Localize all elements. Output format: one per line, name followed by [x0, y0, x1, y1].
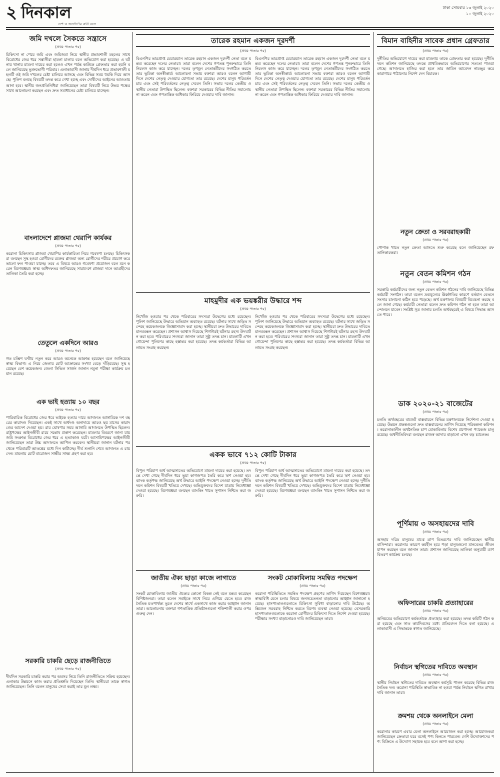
byline: (প্রথম পাতার পর) [422, 280, 449, 284]
article-body: নিখোঁজ হওয়ার পর থেকে পরিবারের সদস্যরা উদ্বেগের মধ্যে রয়েছেন। পুলিশ জানিয়েছে উদ্ধারে অভিযান অব্যাহত রয়েছে। ঘটনার সাথে জড়িত সন্দেহে কয়েকজনকে জিজ্ঞাসাবাদ করা হচ্ছে। স্থানীয়রা দ্রুত উদ্ধারের দাবিতে মানববন্ধন করেছেন। প্রশাসন আশ্বাস দিয়েছে শিগগিরই ঘটনার রহস্য উদঘাটন করা হবে। পরিবারের সদস্যরা জানান তারা সুষ্ঠু তদন্ত চান। মামলাটি এখন গোয়েন্দা পুলিশের কাছে হস্তান্তর করা হয়েছে। তদন্ত কর্মকর্তারা বিভিন্ন আলামত সংগ্রহ করছেন। [136, 314, 251, 350]
headline: নতুন বেতন কমিশন গঠন [400, 269, 471, 278]
article-body-continued: নিখোঁজ হওয়ার পর থেকে পরিবারের সদস্যরা উদ্বেগের মধ্যে রয়েছেন। পুলিশ জানিয়েছে উদ্ধারে অভিযান অব্যাহত রয়েছে। ঘটনার সাথে জড়িত সন্দেহে কয়েকজনকে জিজ্ঞাসাবাদ করা হচ্ছে। স্থানীয়রা দ্রুত উদ্ধারের দাবিতে মানববন্ধন করেছেন। প্রশাসন আশ্বাস দিয়েছে শিগগিরই ঘটনার রহস্য উদঘাটন করা হবে। পরিবারের সদস্যরা জানান তারা সুষ্ঠু তদন্ত চান। মামলাটি এখন গোয়েন্দা পুলিশের কাছে হস্তান্তর করা হয়েছে। তদন্ত কর্মকর্তারা বিভিন্ন আলামত সংগ্রহ করছেন। [255, 314, 370, 350]
dateline [394, 5, 494, 17]
article-body: করোনা পরিস্থিতিতে সমন্বিত পদক্ষেপ গ্রহণের তাগিদ দিয়েছেন বিশেষজ্ঞরা। স্বাস্থ্যবিধি মেনে চলার বিষয়ে জনসচেতনতা বাড়ানোর আহ্বান জানানো হয়েছে। হাসপাতালগুলোতে চিকিৎসা সুবিধা বাড়ানোর দাবি উঠেছে। অক্সিজেন সরবরাহ নিশ্চিত করতে বিশেষ ব্যবস্থা নেওয়া হয়েছে। বেসরকারি হাসপাতালগুলোকে করোনা রোগীদের চিকিৎসা দিতে নির্দেশ দেওয়া হয়েছে। পরীক্ষার সংখ্যা বাড়ানোরও দাবি জানিয়েছেন তারা। [255, 591, 370, 622]
section-rule [136, 292, 370, 293]
headline: জাতীয় ঐক্য ছাড়া কাজে লাগাতে [150, 574, 237, 582]
headline: নতুন ক্রেতা ও সরবরাহকারী [400, 228, 471, 236]
article-columns [136, 56, 370, 290]
headline: সংকট মোকাবিলায় সমন্বিত পদক্ষেপ [267, 574, 358, 582]
article-body: দীর্ঘদিন সরকারি চাকরি করার পর অবসর নিয়ে তিনি রাজনীতিতে সক্রিয় হয়েছেন। এলাকার উন্নয়নে কাজ করার প্রতিশ্রুতি দিয়েছেন তিনি। স্থানীয়রা তাকে স্বাগত জানিয়েছেন। তিনি বলেন মানুষের সেবা করাই তার মূল লক্ষ্য। [6, 674, 130, 690]
article-ek-vai [6, 398, 130, 655]
article-shongkot [255, 572, 370, 772]
page-number: ২ [6, 3, 18, 23]
headline: জমি দখলে সৈকতে সন্ত্রাসে [29, 34, 107, 43]
column-divider [373, 32, 374, 772]
section-rule [136, 446, 370, 447]
column-divider [132, 32, 133, 772]
article-ekkoloke [136, 448, 370, 568]
masthead-rule [6, 27, 494, 28]
article-body: চলতি অর্থবছরের বাজেট বাস্তবায়নে বিভিন্ন মন্ত্রণালয়কে নির্দেশনা দেওয়া হয়েছে। উন্নয়ন প্রকল্পগুলো দ্রুত বাস্তবায়নের তাগিদ দিয়েছে পরিকল্পনা কমিশন। করোনাকালীন অর্থনৈতিক চাপ মোকাবিলায় বিশেষ প্রণোদনা প্যাকেজ চালু রয়েছে। অর্থনীতিবিদরা বলছেন রাজস্ব আদায় বাড়ানো এখন বড় চ্যালেঞ্জ। [377, 417, 494, 438]
byline: (প্রথম পাতার পর) [55, 667, 81, 671]
article-body: করোনা চিকিৎসায় প্লাজমা থেরাপির কার্যকারিতা নিয়ে গবেষণা চলছে। চিকিৎসকরা বলছেন সুস্থ হওয়া রোগীদের রক্তের প্লাজমা অন্য রোগীদের শরীরে প্রয়োগ করে ভালো ফল পাওয়া যাচ্ছে। তবে এ বিষয়ে আরও গবেষণা প্রয়োজন বলে মনে করেন বিশেষজ্ঞরা। স্বাস্থ্য অধিদফতর জানিয়েছে সারাদেশে প্লাজমা দানে আগ্রহীদের তালিকা তৈরি করা হচ্ছে। [6, 251, 130, 277]
headline: তেতুলে একদিনে আরও [37, 339, 99, 347]
article-body: স্থানীয় নির্বাচন স্থগিতের দাবিতে অবস্থান কর্মসূচি পালন করেছে বিভিন্ন রাজনৈতিক দল। করোনা পরিস্থিতি স্বাভাবিক না হওয়া পর্যন্ত নির্বাচন স্থগিত রাখার দাবি জানান তারা। [377, 680, 494, 696]
article-ofisar [377, 599, 494, 661]
paper-name: দিনকাল [21, 3, 72, 22]
date-line-2: ১০ জুলাই ২০২০ [466, 11, 494, 16]
column-1 [6, 32, 130, 772]
article-body: অসহায় দরিদ্র মানুষের মাঝে ত্রাণ বিতরণের দাবি জানিয়েছেন স্থানীয় বাসিন্দারা। করোনার কারণে কর্মহীন হয়ে পড়া মানুষগুলো মানবেতর জীবনযাপন করছেন বলে জানান তারা। প্রশাসন জানিয়েছে তালিকা অনুযায়ী ত্রাণ বিতরণ কার্যক্রম চলছে। [377, 537, 494, 558]
byline: (প্রথম পাতার পর) [55, 349, 81, 353]
article-body: গত চব্বিশ ঘণ্টায় নতুন করে আরও অনেকে আক্রান্ত হয়েছেন বলে জানিয়েছে স্বাস্থ্য বিভাগ। এ নিয়ে জেলায় মোট আক্রান্তের সংখ্যা বেড়ে দাঁড়িয়েছে। সুস্থ হয়েছেন বেশ কয়েকজন। জেলা সিভিল সার্জন জানান নমুনা পরীক্ষা কার্যক্রম চলমান রয়েছে। [6, 356, 130, 377]
byline: (প্রথম পাতার পর) [299, 584, 326, 588]
article-tetul [6, 339, 130, 396]
byline: (প্রথম পাতার পর) [180, 584, 207, 588]
article-tarek [136, 32, 370, 290]
article-body: বিপুল পরিমাণ অর্থ আত্মসাতের অভিযোগে মামলা দায়ের করা হয়েছে। তদন্তে দেখা গেছে দীর্ঘদিন ধরে ভুয়া কাগজপত্র তৈরি করে ঋণ নেওয়া হয়। ব্যাংক কর্তৃপক্ষ জানিয়েছে অর্থ উদ্ধারে আইনি পদক্ষেপ নেওয়া হচ্ছে। দুর্নীতি দমন কমিশন বিষয়টি খতিয়ে দেখছে। অভিযুক্তদের বিদেশ যাত্রায় নিষেধাজ্ঞা দেওয়া হয়েছে। বিশেষজ্ঞরা বলছেন ব্যাংকিং খাতে সুশাসন নিশ্চিত করা জরুরি। [136, 468, 251, 499]
article-body: দুর্নীতির অভিযোগে দায়ের করা মামলায় তাকে গ্রেফতার করা হয়েছে। দুর্নীতি দমন কমিশন জানিয়েছে তদন্তে প্রাথমিকভাবে অভিযোগের সত্যতা পাওয়া গেছে। আদালতে হাজির করা হলে তার জামিন আবেদন নামঞ্জুর করে কারাগারে পাঠানোর নির্দেশ দেন বিচারক। [377, 56, 494, 77]
article-body: সরকারি কর্মচারীদের জন্য নতুন বেতন কমিশন গঠনের দাবি জানিয়েছে বিভিন্ন কর্মচারী সংগঠন। তারা বলেন দ্রব্যমূল্যের ঊর্ধ্বগতির কারণে বর্তমান বেতনে সংসার চালানো কঠিন হয়ে পড়েছে। অর্থ মন্ত্রণালয় বিষয়টি বিবেচনা করছে বলে জানা গেছে। কর্মচারী নেতারা বলেন দ্রুত কমিশন গঠন না হলে তারা আন্দোলনে যাবেন। সংশ্লিষ্ট সূত্র জানায় চলতি অর্থবছরেই এ বিষয়ে সিদ্ধান্ত আসতে পারে। [377, 287, 494, 318]
byline: (প্রথম পাতার পর) [422, 410, 449, 414]
article-body-continued: বিএনপির ভারপ্রাপ্ত চেয়ারম্যান তারেক রহমান একজন দূরদর্শী নেতা বলে মন্তব্য করেছেন দলের নেতারা। তারা বলেন দেশের গণতন্ত্র পুনরুদ্ধারে তিনি নিরলস কাজ করে যাচ্ছেন। দলের তৃণমূল নেতাকর্মীদের সংগঠিত করতে তার ভূমিকা অনস্বীকার্য। আলোচনা সভায় বক্তারা আরও বলেন আগামী দিনে দেশের নেতৃত্ব দেওয়ার যোগ্যতা তার রয়েছে। দেশের মানুষ পরিবর্তন চায় এবং সেই পরিবর্তনের নেতৃত্ব দেবেন তিনি। সভায় দলের কেন্দ্রীয় ও স্থানীয় নেতারা উপস্থিত ছিলেন। বক্তারা সরকারের বিভিন্ন নীতির সমালোচনা করেন এবং গণতান্ত্রিক অধিকার ফিরিয়ে দেওয়ার দাবি জানান। [255, 56, 370, 97]
headline: নির্বাচন স্থগিতের দাবিতে অবস্থান [393, 663, 478, 671]
byline: (প্রথম পাতার পর) [422, 609, 449, 613]
headline: বিমান বাহিনীর সাবেক প্রধান গ্রেফতার [377, 34, 494, 47]
byline: (প্রথম পাতার পর) [55, 408, 81, 412]
headline: তারেক রহমান একজন দূরদর্শী [136, 34, 370, 47]
article-bidyut [377, 34, 494, 226]
headline: বাংলাদেশে প্লাজমা থেরাপি কার্যকর [24, 234, 112, 242]
headline: ক্রমশয় থেকে অনলাইনে মেলা [397, 712, 474, 720]
article-body: বিএনপির ভারপ্রাপ্ত চেয়ারম্যান তারেক রহমান একজন দূরদর্শী নেতা বলে মন্তব্য করেছেন দলের নেতারা। তারা বলেন দেশের গণতন্ত্র পুনরুদ্ধারে তিনি নিরলস কাজ করে যাচ্ছেন। দলের তৃণমূল নেতাকর্মীদের সংগঠিত করতে তার ভূমিকা অনস্বীকার্য। আলোচনা সভায় বক্তারা আরও বলেন আগামী দিনে দেশের নেতৃত্ব দেওয়ার যোগ্যতা তার রয়েছে। দেশের মানুষ পরিবর্তন চায় এবং সেই পরিবর্তনের নেতৃত্ব দেবেন তিনি। সভায় দলের কেন্দ্রীয় ও স্থানীয় নেতারা উপস্থিত ছিলেন। বক্তারা সরকারের বিভিন্ন নীতির সমালোচনা করেন এবং গণতান্ত্রিক অধিকার ফিরিয়ে দেওয়ার দাবি জানান। [136, 56, 251, 97]
byline: (প্রথম পাতার পর) [240, 461, 266, 465]
headline: পূর্ণিমায় ৩ অসহায়দের দাবি [396, 519, 475, 528]
article-nirbachon [377, 663, 494, 710]
article-body: করোনার কারণে এবার মেলা অনলাইনে আয়োজন করা হচ্ছে। আয়োজকরা জানিয়েছেন ক্রেতারা ঘরে বসেই পণ্য কিনতে পারবেন। দেশি উদ্যোক্তাদের পণ্য বিক্রিতে এ উদ্যোগ সহায়ক হবে বলে আশা করা হচ্ছে। [377, 729, 494, 745]
headline: এক ভাই হত্যায় ১০ বছর [36, 398, 100, 406]
byline: (প্রথম পাতার পর) [422, 49, 449, 53]
article-body: চিকিৎসা না পেয়ে জমি এবং জমিজমা নিয়ে স্থানীয় প্রভাবশালী মহলের সাথে বিরোধের জের ধরে সন্ত্রাসীরা হামলা চালায় বলে অভিযোগ করা হয়েছে। এ ঘটনায় থানায় মামলা দায়ের করা হলেও এখন পর্যন্ত কাউকে গ্রেফতার করা হয়নি বলে জানিয়েছে ভুক্তভোগী পরিবার। এলাকাবাসী জানায় দীর্ঘদিন ধরে প্রভাবশালী মহলটি ওই জমি দখলের চেষ্টা চালিয়ে আসছে এবং বিভিন্ন সময় হুমকি দিয়ে আসছে। পুলিশ বলছে বিষয়টি তদন্ত করে দেখা হচ্ছে এবং দোষীদের আইনের আওতায় আনা হবে। স্থানীয় জনপ্রতিনিধিরা জানিয়েছেন তারা বিষয়টি নিয়ে উভয় পক্ষের সাথে আলোচনা করছেন এবং দ্রুত সমাধানের চেষ্টা চালিয়ে যাচ্ছেন। [6, 52, 130, 93]
article-body: সংকট মোকাবিলায় জাতীয় ঐক্যের কোনো বিকল্প নেই বলে মন্তব্য করেছেন বিশিষ্টজনরা। তারা বলেন সবাইকে সাথে নিয়ে এগিয়ে যেতে হবে। রাজনৈতিক মতপার্থক্য ভুলে দেশের স্বার্থে একসাথে কাজ করার আহ্বান জানান তারা। আলোচনায় বক্তারা গণতান্ত্রিক প্রতিষ্ঠানগুলো শক্তিশালী করার ওপর গুরুত্ব দেন। [136, 591, 251, 617]
article-purnima [377, 519, 494, 597]
byline: (প্রথম পাতার পর) [55, 45, 81, 49]
article-budget [377, 399, 494, 517]
headline: অফিসারের চাকরি প্রত্যাহারের [397, 599, 474, 607]
masthead [6, 4, 494, 26]
article-commission [377, 269, 494, 397]
headline: মাহমুদীর এক ভয়ঙ্করীর উদ্ধারে শব্দ [204, 296, 302, 305]
footer-rule [6, 772, 494, 773]
article-body: অনিয়মের অভিযোগে কর্মকর্তাকে প্রত্যাহার করা হয়েছে। তদন্ত কমিটি গঠন করা হয়েছে এবং সাত কার্যদিবসের মধ্যে প্রতিবেদন দিতে বলা হয়েছে। এলাকাবাসী এ সিদ্ধান্তকে স্বাগত জানিয়েছে। [377, 616, 494, 632]
article-jatiyo [136, 572, 251, 772]
byline: (প্রথম পাতার পর) [55, 244, 81, 248]
column-right [377, 32, 494, 772]
article-jomi [6, 34, 130, 232]
article-bangladesh [6, 234, 130, 337]
article-sarkari [6, 657, 130, 772]
article-body-continued: বিপুল পরিমাণ অর্থ আত্মসাতের অভিযোগে মামলা দায়ের করা হয়েছে। তদন্তে দেখা গেছে দীর্ঘদিন ধরে ভুয়া কাগজপত্র তৈরি করে ঋণ নেওয়া হয়। ব্যাংক কর্তৃপক্ষ জানিয়েছে অর্থ উদ্ধারে আইনি পদক্ষেপ নেওয়া হচ্ছে। দুর্নীতি দমন কমিশন বিষয়টি খতিয়ে দেখছে। অভিযুক্তদের বিদেশ যাত্রায় নিষেধাজ্ঞা দেওয়া হয়েছে। বিশেষজ্ঞরা বলছেন ব্যাংকিং খাতে সুশাসন নিশ্চিত করা জরুরি। [255, 468, 370, 499]
headline: ডাক ২০২০-২১ বাজেটের [398, 399, 473, 408]
byline: (প্রথম পাতার পর) [422, 673, 449, 677]
byline: (প্রথম পাতার পর) [422, 238, 449, 242]
masthead-rule-2 [6, 29, 494, 30]
headline: সরকারি চাকরি ছেড়ে রাজনীতিতে [25, 657, 111, 665]
byline: (প্রথম পাতার পর) [422, 722, 449, 726]
article-body: পোশাক খাতে নতুন ক্রেতা আসতে শুরু করেছে বলে জানিয়েছেন রফতানিকারকরা। [377, 245, 494, 256]
article-mahmud [136, 294, 370, 444]
article-columns [136, 314, 370, 444]
tagline: দেশ ও জনগণের কথা বলে [58, 22, 97, 26]
article-kromoshoy [377, 712, 494, 769]
date-line-1: ঢাকা সোমবার ১৩ জুলাই ২০২০ [442, 5, 494, 10]
section-rule [136, 570, 370, 571]
article-kreta [377, 228, 494, 267]
article-columns [136, 468, 370, 568]
byline: (প্রথম পাতার পর) [422, 530, 449, 534]
headline: একক ভাবে ৭১২ কোটি টাকার [209, 450, 297, 459]
byline: (প্রথম পাতার পর) [240, 307, 266, 311]
byline: (প্রথম পাতার পর) [240, 49, 266, 53]
article-body: পারিবারিক বিরোধের জের ধরে ভাইকে হত্যার দায়ে আদালত আসামিকে দশ বছরের কারাদণ্ড দিয়েছেন। একই সাথে অর্থদণ্ড অনাদায়ে আরও ছয় মাসের কারাদণ্ডের আদেশ দেওয়া হয়। রায় ঘোষণার সময় আসামি আদালতে উপস্থিত ছিলেন। রাষ্ট্রপক্ষের আইনজীবী রায়ে সন্তোষ প্রকাশ করেছেন। মামলার বিবরণে জানা যায় জমি সংক্রান্ত বিরোধের জের ধরে এ হত্যাকাণ্ড ঘটে। আসামিপক্ষের আইনজীবী জানিয়েছেন তারা উচ্চ আদালতে আপিল করবেন। স্থানীয়রা জানান ঘটনার পর থেকে পরিবারটি আতঙ্কের মধ্যে দিন কাটাচ্ছে। দীর্ঘ শুনানি শেষে আদালত এ রায় দেন। মামলায় মোট বারোজন সাক্ষীর সাক্ষ্য গ্রহণ করা হয়। [6, 415, 130, 456]
